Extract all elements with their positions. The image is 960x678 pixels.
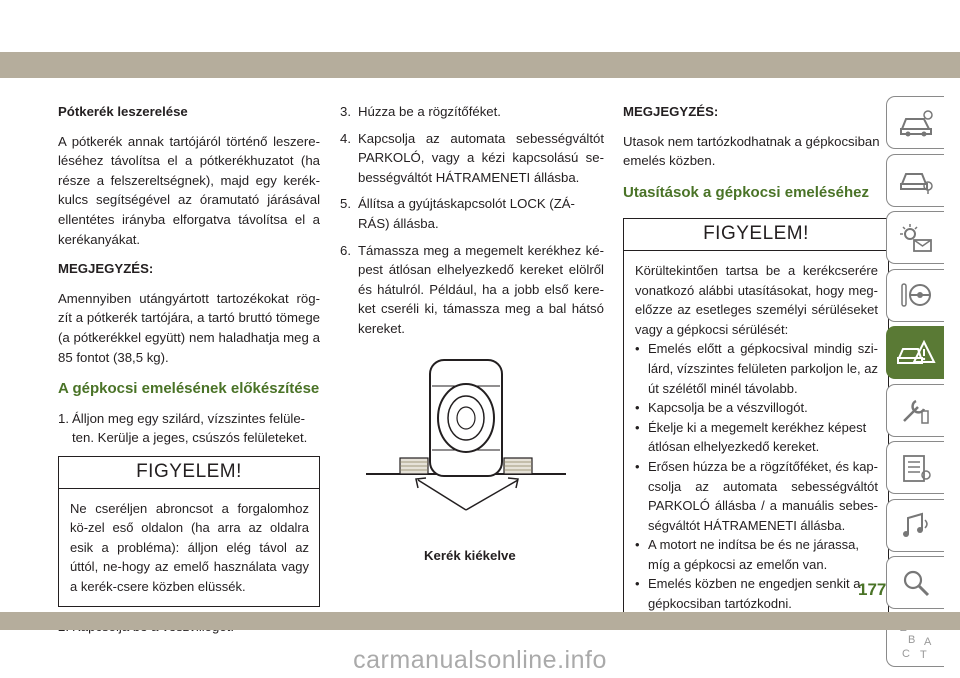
left-chock <box>400 458 428 474</box>
watermark: carmanualsonline.info <box>353 646 607 674</box>
warning-title: FIGYELEM! <box>624 219 888 251</box>
note-heading: MEGJEGYZÉS: <box>623 104 719 119</box>
dashboard-steering-icon <box>898 280 934 310</box>
wrench-tools-icon <box>898 395 934 425</box>
warning-box <box>623 218 889 624</box>
list-item: • Kapcsolja be a vészvillogót. <box>635 400 808 416</box>
svg-text:T: T <box>919 649 927 661</box>
section-title-lifting: Utasítások a gépkocsi emeléséhez <box>623 183 869 201</box>
list-item: • Emelés közben ne engedjen senkit a gépkocsiban tartózkodni. <box>635 576 861 612</box>
section-title-prep: A gépkocsi emelésének előkészítése <box>58 380 320 398</box>
sun-mail-icon <box>898 223 934 253</box>
heading-spare-removal: Pótkerék leszerelése <box>58 104 188 119</box>
multimedia-icon <box>898 510 934 540</box>
list-item: • A motort ne indítsa be és ne járassa, míg a gépkocsi az emelőn van. <box>635 537 860 572</box>
search-icon <box>898 568 934 598</box>
tab-car-info[interactable] <box>886 96 944 149</box>
top-band <box>0 52 960 78</box>
car-key-icon <box>898 166 934 194</box>
list-item: 1. Álljon meg egy szilárd, vízszintes felüle-ten. Kerülje a jeges, csúszós felületeket. <box>58 410 308 446</box>
tab-tools[interactable] <box>886 384 944 437</box>
tab-dashboard[interactable] <box>886 269 944 322</box>
list-item: • Emelés előtt a gépkocsival mindig szi-lárd, vízszintes felületen parkoljon le, az út szélétől minél távolabb. <box>635 341 878 396</box>
tab-search[interactable] <box>886 556 944 609</box>
list-item: 3. Húzza be a rögzítőféket. <box>340 104 501 119</box>
wheel-chock-illustration <box>366 358 566 538</box>
warning-text: Ne cseréljen abroncsot a forgalomhoz kö-zel eső oldalon (ha arra az oldalra esik a probléma): álljon elég távol az úttól, ne-hogy az emelő használata vagy a kerék-csere közben elüssék. <box>70 500 309 594</box>
warning-title: FIGYELEM! <box>59 457 319 489</box>
page-number: 177 <box>858 580 887 599</box>
svg-text:B: B <box>907 634 915 646</box>
tab-multimedia[interactable] <box>886 499 944 552</box>
list-item: • Ékelje ki a megemelt kerékhez képest átlósan elhelyezkedő kereket. <box>635 419 867 455</box>
warning-intro: Körültekintően tartsa be a kerékcserére vonatkozó alábbi utasításokat, hogy meg-előzze az esetleges személyi sérüléseket vagy a gépkocsi sérülését: <box>635 262 878 337</box>
column-middle <box>340 102 604 347</box>
note-text: Amennyiben utángyártott tartozékokat rög-zít a pótkerék tartójára, a tartó bruttó tömege (a pótkerékkel együtt) nem haladhatja meg a 85 fontot (38,5 kg). <box>58 290 320 365</box>
tab-specs[interactable] <box>886 441 944 494</box>
list-item: 4. Kapcsolja az automata sebességváltót PARKOLÓ, vagy a kézi kapcsolású se-bességváltót HÁTRAMENETI állásba. <box>340 130 604 185</box>
note-text: Utasok nem tartózkodhatnak a gépkocsiban emelés közben. <box>623 133 880 169</box>
tab-sun-mail[interactable] <box>886 211 944 264</box>
list-item: 6. Támassza meg a megemelt kerékhez ké-pest átlósan elhelyezkedő kereket elölről és hátulról. Például, ha a jobb első kere-ket cseréli ki, támassza meg a bal hátsó kereket. <box>340 242 604 336</box>
warning-box <box>58 456 320 608</box>
list-item: 5. Állítsa a gyújtáskapcsolót LOCK (ZÁ-RÁS) állásba. <box>340 196 575 231</box>
paragraph-spare-removal: A pótkerék annak tartójáról történő leszere-léséhez távolítsa el a pótkerékhuzatot (ha része a felszereltségnek), majd egy kerék-kulcs segítségével az óramutató járásával ellentétes irányba elforgatva távolítsa el a kerékanyákat. <box>58 133 320 247</box>
svg-text:A: A <box>923 636 931 648</box>
bottom-band <box>0 612 960 630</box>
svg-text:C: C <box>901 648 910 660</box>
column-left <box>58 102 320 644</box>
tab-emergency[interactable] <box>886 326 944 379</box>
note-heading: MEGJEGYZÉS: <box>58 261 154 277</box>
list-item: • Erősen húzza be a rögzítőféket, és kap-csolja az automata sebességváltót PARKOLÓ állásba / a manuális sebes-ségváltót HÁTRAMENETI állásba. <box>635 458 878 533</box>
arrows <box>416 478 518 510</box>
car-info-icon <box>898 109 934 137</box>
chapter-tabs <box>886 96 946 671</box>
column-right <box>623 102 889 635</box>
figure-caption: Kerék kiékelve <box>424 548 516 563</box>
tab-car-key[interactable] <box>886 154 944 207</box>
car-warning-icon <box>896 338 936 368</box>
specs-list-icon <box>898 453 934 483</box>
right-chock <box>504 458 532 474</box>
